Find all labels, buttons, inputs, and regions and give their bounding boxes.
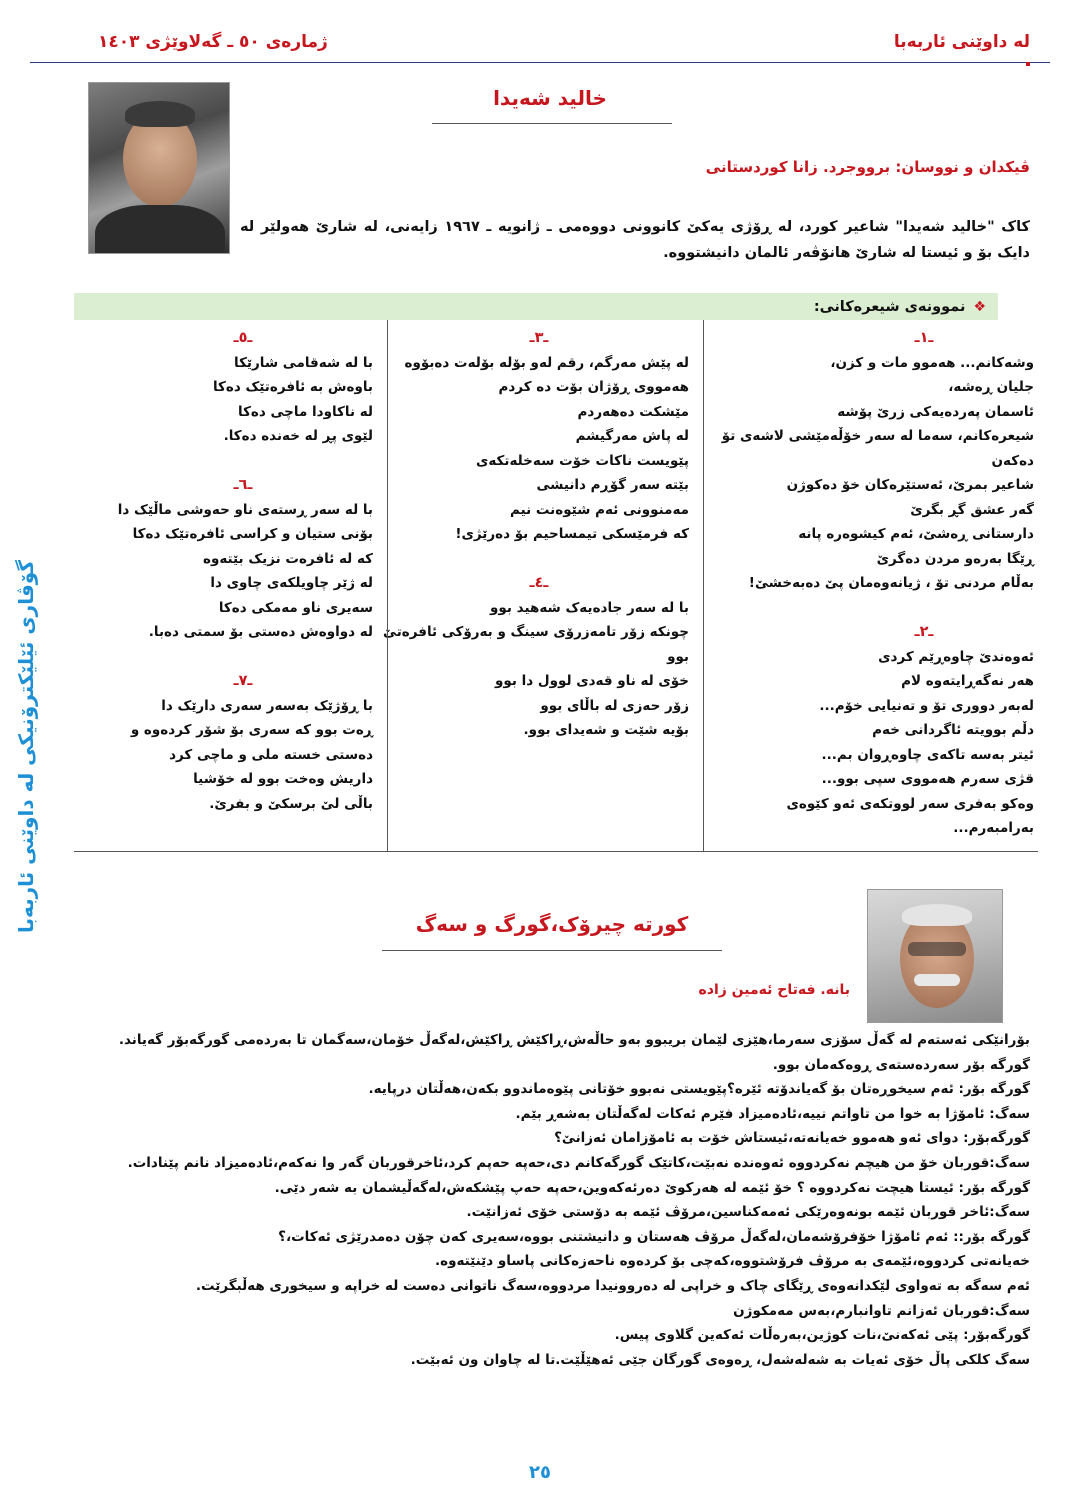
samples-heading: نموونەی شیعرەکانی:	[813, 298, 966, 315]
story-line: سەگ:قوربان ئەزانم تاوانبارم،بەس مەمکوژن	[733, 1302, 1030, 1319]
poem-number: ـ١ـ	[914, 330, 934, 346]
article2-title: کورتە چیرۆک،گورگ و سەگ	[415, 912, 689, 936]
poem-line: شیعرەکانم، سەما لە سەر خۆڵەمێشی لاشەی تۆ	[721, 428, 1034, 444]
poem-line: خۆی لە ناو قەدی لوول دا بوو	[495, 673, 689, 689]
poem-line: بەرامبەرم...	[953, 820, 1034, 836]
magazine-side-title: گۆڤاری ئێلێکترۆنیکی لە داوێنی ئاربەبا	[14, 560, 38, 933]
poem-line: کە لە ئافرەت نزیک بێتەوە	[202, 550, 373, 567]
poem-line: ئاسمان پەردەیەکی زرێ پۆشە	[837, 403, 1034, 420]
poem-line: باڵی لێ برسکێ و بفرێ.	[209, 795, 373, 812]
story-line: ئەم سەگە بە تەواوی لێکدانەوەی ڕێگای چاک و خراپی لە دەروونیدا مردووە،سەگ ناتوانی دەست لە خراپە و سیخوری هەڵبگرێت.	[195, 1277, 1030, 1294]
poem-number: ـ٣ـ	[529, 330, 549, 346]
poem-line: لە ژێر چاویلکەی چاوی دا	[210, 575, 373, 591]
poem-line: شاعیر بمرێ، ئەستێرەکان خۆ دەکوژن	[786, 477, 1034, 493]
poem-line: قژی سەرم هەمووی سپی بوو...	[821, 771, 1034, 787]
story-line: گورگە بۆر سەردەستەی ڕوەکەمان بوو.	[772, 1056, 1030, 1073]
story-line: سەگ: ئامۆژا بە خوا من تاواتم نییە،ئادەمیزاد فێرم ئەکات لەگەڵتان بەشەڕ بێم.	[515, 1105, 1030, 1122]
poem-line: بۆیە شێت و شەیدای بوو.	[523, 722, 689, 738]
poem-line: با لە شەقامی شارێکا	[234, 354, 373, 371]
story-line: سەگ:ئاخر قوربان ئێمە بونەوەرێکی ئەمەکناسین،مرۆڤ ئێمە بە دۆستی خۆی ئەزانێت.	[466, 1204, 1030, 1221]
poem-number: ـ٦ـ	[233, 477, 253, 493]
poem-line: ڕەت بوو کە سەری بۆ شۆر کردەوە و	[130, 722, 373, 738]
poem-line: لە دواوەش دەستی بۆ سمتی دەبا.	[148, 624, 373, 640]
poem-line: مێشکت دەهەردم	[577, 403, 689, 420]
poem-line: بەڵام مردنی تۆ ، ژیانەوەمان پێ دەبەخشێ!	[748, 575, 1034, 591]
poems-column-3	[74, 320, 388, 852]
story-line: خەیانەتی کردووە،ئێمەی بە مرۆڤ فرۆشتووە،کەچی بۆ کردەوە ناحەزەکانی پاساو دێنێتەوە.	[434, 1253, 1030, 1270]
article1-title: خالید شەیدا	[493, 86, 607, 110]
story-line: سەگ:قوربان خۆ من هیچم نەکردووە ئەوەندە نەبێت،کاتێک گورگەکانم دی،حەپە حەپم کرد،ئاخرقوربان گەر وا نەکەم،ئادەمیزاد نانم پێنادات.	[127, 1154, 1030, 1171]
article1-title-rule	[432, 123, 672, 124]
poem-line: چونکە زۆر تامەزرۆی سینگ و بەرۆکی ئافرەتێ	[383, 624, 689, 640]
story-text	[110, 1028, 1030, 1372]
diamond-bullet-icon: ❖	[973, 298, 986, 315]
poem-line: گەر عشق گڕ بگرێ	[910, 501, 1034, 518]
story-line: گورگە بۆر: ئیستا هیچت نەکردووە ؟ خۆ ئێمە لە هەرکوێ دەرئەکەوین،حەپە حەپ پێشکەش،لەگەڵیشمان بە شەر دێی.	[274, 1179, 1030, 1196]
poem-line: بێتە سەر گۆڕم دانیشی	[536, 477, 689, 493]
poem-number: ـ٥ـ	[233, 330, 253, 346]
header-dot	[1026, 62, 1030, 66]
article1-credit: ڤیکدان و نووسان: برووجرد. زانا کوردستانی	[705, 158, 1030, 176]
article1-bio: کاک "خالید شەیدا" شاعیر کورد، لە ڕۆژی یەکێ کانوونی دووەمی ـ ژانویە ـ ١٩٦٧ زایەنی، لە شارێ هەولێر لە دایک بۆ و ئیستا لە شارێ هانۆڤەر ئالمان دانیشتووە.	[240, 219, 1030, 261]
poem-number: ـ٢ـ	[914, 624, 934, 640]
poem-line: لێوی پڕ لە خەندە دەکا.	[223, 428, 373, 444]
section-title: لە داوێنی ئاربەبا	[893, 32, 1030, 52]
poem-line: جلیان ڕەشە،	[948, 379, 1034, 395]
poem-line: با لە سەر جادەیەک شەهید بوو	[490, 599, 689, 616]
poem-line: مەمنوونی ئەم شێوەنت نیم	[510, 501, 689, 518]
poem-line: دەستی خستە ملی و ماچی کرد	[169, 746, 373, 763]
poem-line: داریش وەخت بوو لە خۆشیا	[193, 771, 373, 787]
story-line: گورگەبۆر: دوای ئەو هەموو خەیانەتە،ئیستاش خۆت بە ئامۆزامان ئەزانێ؟	[554, 1130, 1030, 1147]
poem-line: پێویست ناکات خۆت سەخلەتکەی	[476, 452, 689, 469]
poem-line: هەمووی ڕۆژان بۆت دە کردم	[498, 379, 689, 395]
story-line: گورگە بۆر:: ئەم ئامۆژا خۆفرۆشەمان،لەگەڵ مرۆڤ هەستان و دانیشتنی بووە،سەیری کەن چۆن دەمدرێژی ئەکات،؟	[278, 1228, 1030, 1245]
poem-line: وەکو بەفری سەر لووتکەی ئەو کێوەی	[786, 795, 1034, 812]
poem-line: بۆنی ستیان و کراسی ئافرەتێک دەکا	[132, 526, 373, 542]
poem-line: وشەکانم... هەموو مات و کزن،	[830, 354, 1034, 371]
poem-line: لە پێش مەرگم، رقم لەو بۆلە بۆلەت دەبۆوە	[404, 354, 689, 371]
poems-table	[74, 320, 1038, 852]
poem-line: با لە سەر ڕستەی ناو حەوشی ماڵێک دا	[117, 501, 373, 518]
author-photo-fattah	[867, 889, 1003, 1023]
poem-line: دارستانی ڕەشێ، ئەم کیشوەرە پانە	[798, 526, 1034, 542]
poem-line: زۆر حەزی لە باڵای بوو	[540, 697, 689, 714]
story-line: گورگە بۆر: ئەم سیخوڕەتان بۆ گەیاندۆتە ئێرە؟پێویستی نەبوو خۆتانی پێوەماندوو بکەن،هەڵتان درپایە.	[368, 1081, 1030, 1098]
issue-label: ژمارەی ٥٠ ـ گەلاوێژی ١٤٠٣	[98, 32, 328, 52]
poem-line: لە ناکاودا ماچی دەکا	[238, 403, 373, 420]
poem-line: لە پاش مەرگیشم	[575, 428, 689, 444]
poem-number: ـ٧ـ	[233, 673, 253, 689]
poem-line: دەکەن	[991, 452, 1034, 469]
story-line: گورگەبۆر: پێی ئەکەنێ،نات کوژین،بەرەڵات ئەکەین گلاوی پیس.	[614, 1327, 1030, 1344]
poem-line: ئەوەندێ چاوەڕێم کردی	[878, 648, 1034, 665]
poems-column-1	[704, 320, 1038, 852]
header-rule	[30, 62, 1050, 63]
poem-line: ڕێگا بەرەو مردن دەگرێ	[876, 550, 1034, 567]
poem-line: با ڕۆژێک بەسەر سەری دارێک دا	[161, 697, 373, 714]
poem-number: ـ٤ـ	[529, 575, 549, 591]
author-photo-khalid	[88, 82, 230, 254]
poems-column-2	[383, 320, 704, 852]
poem-line: ئیتر بەسە تاکەی چاوەڕوان بم...	[821, 746, 1034, 763]
poem-line: بوو	[667, 648, 689, 665]
poem-line: سەیری ناو مەمکی دەکا	[218, 599, 373, 616]
poem-line: لەبەر دووری تۆ و تەنیایی خۆم...	[819, 697, 1034, 714]
story-line: سەگ کلکی پاڵ خۆی ئەیات بە شەلەشەل، ڕەوەی گورگان جێی ئەهێڵێت.تا لە چاوان ون ئەبێت.	[410, 1351, 1030, 1368]
poem-line: باوەش بە ئافرەتێک دەکا	[212, 379, 373, 395]
samples-heading-bar	[74, 293, 998, 320]
article2-credit: بانە. فەتاح ئەمین زادە	[698, 982, 850, 998]
poem-line: هەر نەگەڕایتەوە لام	[901, 673, 1034, 689]
poem-line: دڵم بوویتە ئاگردانی خەم	[872, 722, 1034, 738]
article2-title-rule	[382, 950, 722, 951]
story-line: بۆرانێکی ئەستەم لە گەڵ سۆزی سەرما،هێزی لێمان بریبوو بەو حاڵەش،ڕاکێش ڕاکێش،لەگەڵ خۆمان،سەگمان تا بەردەمی گورگەبۆر گەیاند.	[118, 1032, 1030, 1048]
page-number: ٢٥	[529, 1462, 551, 1483]
poem-line: کە فرمێسکی تیمساحیم بۆ دەرێژی!	[455, 526, 689, 542]
